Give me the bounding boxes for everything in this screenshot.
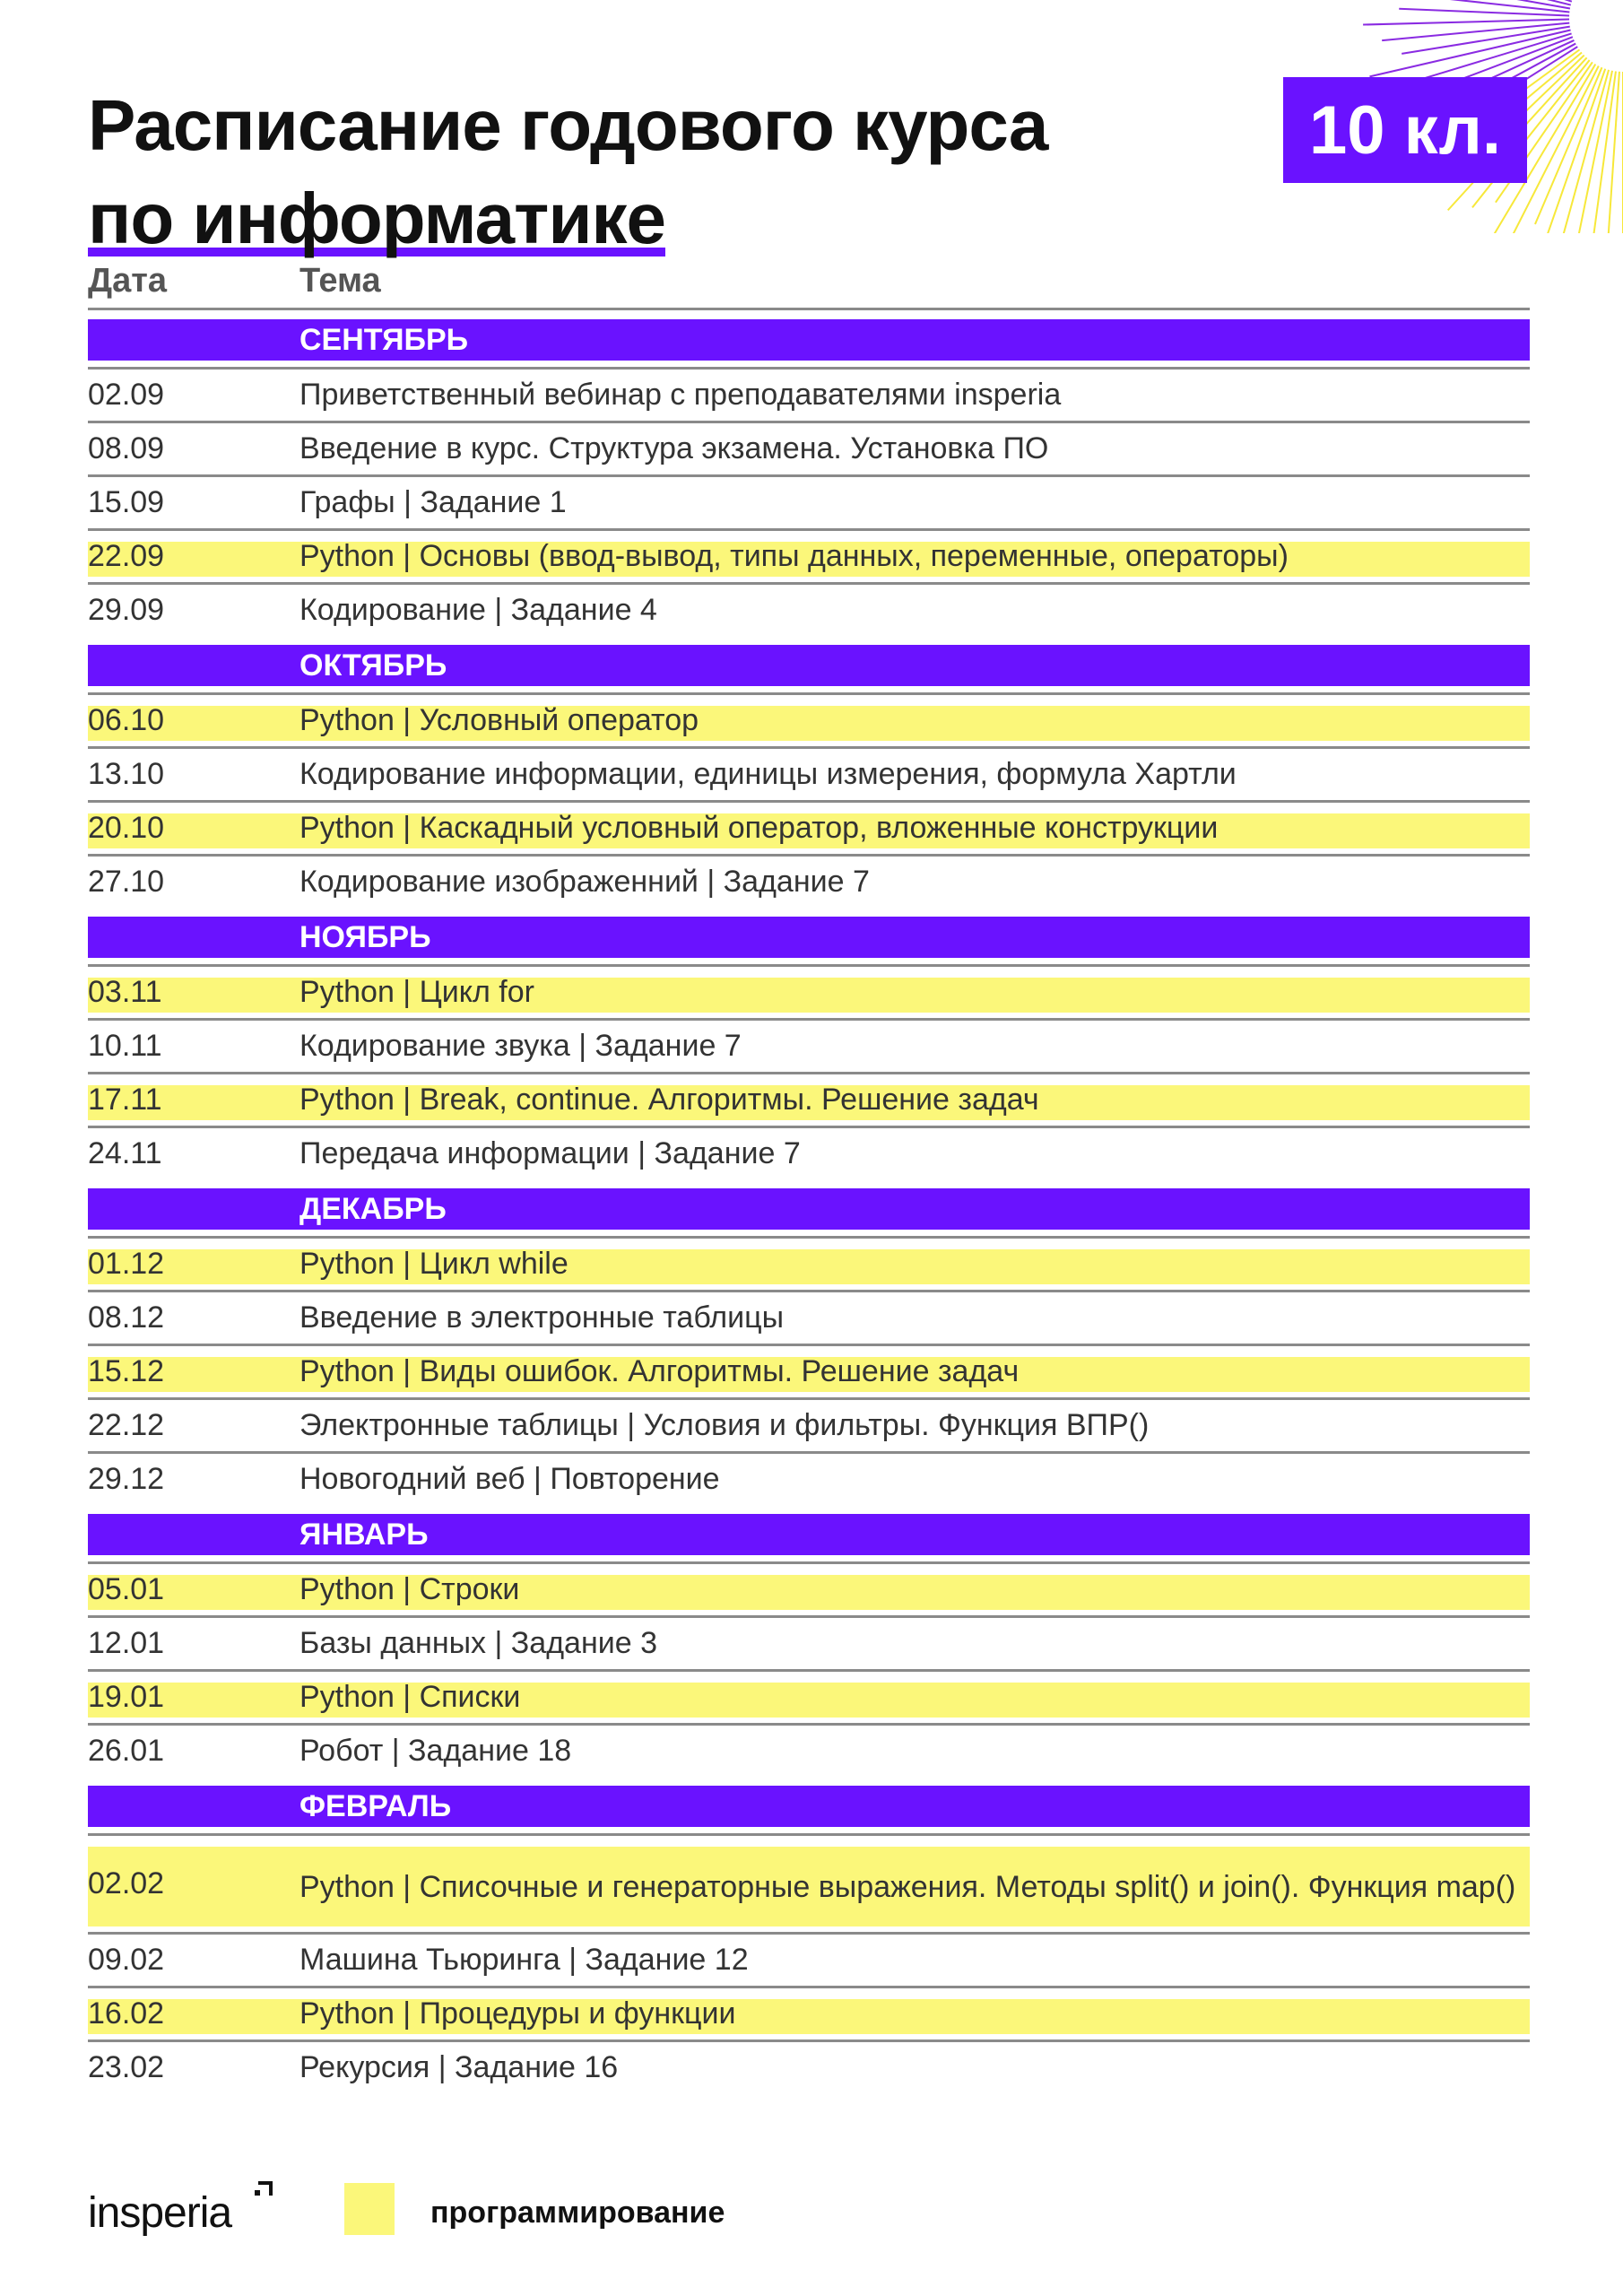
sunburst-ray [1383,0,1570,13]
logo-corner-icon [253,2179,274,2201]
month-name: ФЕВРАЛЬ [299,1788,452,1823]
table-row [88,2039,1530,2093]
table-row [88,582,1530,636]
table-row [88,1615,1530,1669]
row-topic: Кодирование звука | Задание 7 [299,1029,742,1063]
month-name: ЯНВАРЬ [299,1517,429,1552]
row-topic: Python | Условный оператор [299,703,699,737]
month-header [88,1786,1530,1827]
page-title [88,79,1047,265]
row-topic: Python | Основы (ввод-вывод, типы данных, переменные, операторы) [299,539,1289,573]
footer [88,2179,1530,2251]
row-date: 16.02 [88,1996,165,2031]
sunburst-ray [1363,20,1569,25]
table-row [88,1344,1530,1397]
column-header-topic: Тема [299,261,381,300]
month-header [88,917,1530,958]
schedule-table [88,254,1530,2093]
table-row [88,854,1530,908]
month-name: ОКТЯБРЬ [299,648,447,683]
row-topic: Машина Тьюринга | Задание 12 [299,1943,749,1977]
row-date: 10.11 [88,1029,162,1063]
month-header [88,1188,1530,1230]
legend-label-programming: программирование [430,2196,725,2230]
row-date: 20.10 [88,811,165,845]
row-topic: Введение в электронные таблицы [299,1300,785,1335]
column-header-date: Дата [88,261,167,300]
row-topic: Python | Строки [299,1572,520,1606]
row-topic: Кодирование изображенний | Задание 7 [299,865,870,899]
table-row [88,1290,1530,1344]
row-date: 12.01 [88,1626,165,1660]
row-topic: Python | Цикл while [299,1247,568,1281]
table-row [88,1018,1530,1072]
table-row [88,964,1530,1018]
row-date: 15.12 [88,1354,165,1388]
month-name: НОЯБРЬ [299,919,431,954]
row-date: 23.02 [88,2050,165,2084]
table-row [88,1669,1530,1723]
row-date: 08.12 [88,1300,165,1335]
table-row [88,1236,1530,1290]
month-header [88,1514,1530,1555]
table-row [88,1986,1530,2039]
table-row [88,692,1530,746]
row-topic: Графы | Задание 1 [299,485,567,519]
table-row [88,1451,1530,1505]
months-container [88,319,1530,2093]
row-topic: Python | Каскадный условный оператор, вложенные конструкции [299,811,1219,845]
row-date: 24.11 [88,1136,162,1170]
table-row [88,1561,1530,1615]
row-topic: Рекурсия | Задание 16 [299,2050,619,2084]
row-topic: Python | Списки [299,1680,521,1714]
row-topic: Введение в курс. Структура экзамена. Установка ПО [299,431,1049,465]
sunburst-ray [1393,0,1572,2]
row-topic: Новогодний веб | Повторение [299,1462,720,1496]
table-row [88,746,1530,800]
title-line-1: Расписание годового курса [88,85,1048,165]
row-topic: Электронные таблицы | Условия и фильтры. Функция ВПР() [299,1408,1150,1442]
row-date: 02.09 [88,378,165,412]
row-date: 06.10 [88,703,165,737]
row-date: 13.10 [88,757,165,791]
row-topic: Python | Списочные и генераторные выражения. Методы split() и join(). Функция map() [299,1869,1516,1904]
row-topic: Python | Break, continue. Алгоритмы. Решение задач [299,1083,1039,1117]
row-date: 19.01 [88,1680,165,1714]
row-topic: Робот | Задание 18 [299,1734,572,1768]
table-row [88,1397,1530,1451]
month-name: СЕНТЯБРЬ [299,322,469,357]
row-date: 22.12 [88,1408,165,1442]
row-date: 26.01 [88,1734,165,1768]
row-date: 29.12 [88,1462,165,1496]
row-date: 17.11 [88,1083,162,1117]
row-topic: Python | Цикл for [299,975,534,1009]
row-date: 02.02 [88,1866,165,1900]
row-topic: Кодирование | Задание 4 [299,593,657,627]
table-row [88,421,1530,474]
table-header [88,254,1530,310]
table-row [88,800,1530,854]
row-date: 27.10 [88,865,165,899]
table-row [88,1833,1530,1932]
row-date: 09.02 [88,1943,165,1977]
insperia-logo: insperia [88,2189,232,2237]
month-header [88,319,1530,361]
row-date: 15.09 [88,485,165,519]
table-row [88,1932,1530,1986]
table-row [88,474,1530,528]
table-row [88,1723,1530,1777]
table-row [88,367,1530,421]
row-topic: Кодирование информации, единицы измерения, формула Хартли [299,757,1237,791]
row-topic: Базы данных | Задание 3 [299,1626,658,1660]
row-topic: Приветственный вебинар с преподавателями insperia [299,378,1062,412]
row-topic: Передача информации | Задание 7 [299,1136,801,1170]
grade-badge: 10 кл. [1283,77,1527,183]
row-date: 05.01 [88,1572,165,1606]
row-date: 03.11 [88,975,162,1009]
row-date: 08.09 [88,431,165,465]
table-row [88,1072,1530,1126]
legend-swatch-programming [344,2183,395,2235]
table-row [88,528,1530,582]
row-date: 29.09 [88,593,165,627]
row-topic: Python | Виды ошибок. Алгоритмы. Решение задач [299,1354,1020,1388]
sunburst-ray [1535,67,1602,224]
month-name: ДЕКАБРЬ [299,1191,447,1226]
row-date: 01.12 [88,1247,165,1281]
row-topic: Python | Процедуры и функции [299,1996,736,2031]
row-date: 22.09 [88,539,165,573]
month-header [88,645,1530,686]
title-line-2: по информатике [88,178,666,258]
table-row [88,1126,1530,1179]
